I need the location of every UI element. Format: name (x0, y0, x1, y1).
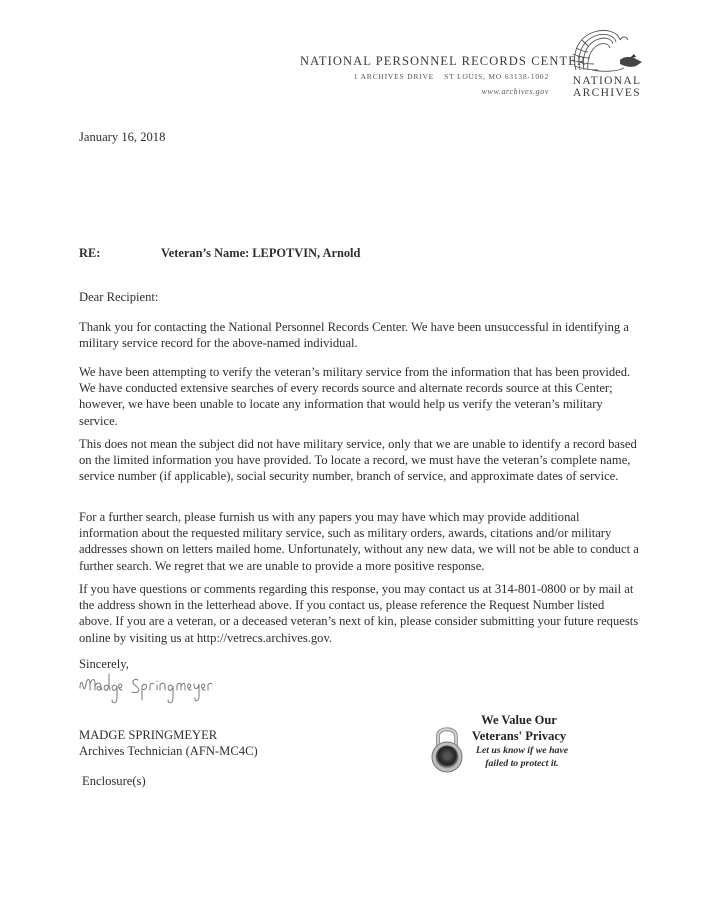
paragraph-5: If you have questions or comments regarding this response, you may contact us at 314-801-0800 or by mail at the address shown in the letterhead above. If you contact us, please reference the Request Number listed above. If you are a veteran, or a deceased veteran’s next of kin, please consider submitting your future requests online by visiting us at http://vetrecs.archives.gov. (79, 582, 639, 645)
closing: Sincerely, (79, 657, 129, 671)
privacy-subtitle-line1: Let us know if we have (475, 745, 569, 756)
signer-title: Archives Technician (AFN-MC4C) (79, 744, 258, 758)
privacy-title-line1: We Value Our (481, 713, 557, 727)
letterhead-address (354, 72, 549, 81)
letterhead-street: 1 ARCHIVES DRIVE (353, 72, 435, 81)
salutation: Dear Recipient: (79, 290, 159, 304)
paragraph-2: We have been attempting to verify the veteran’s military service from the information that has been provided. We have conducted extensive searches of every records source and alternate records source at this Center; however, we have been unable to locate any information that would help us verify the veteran’s military service. (79, 365, 631, 428)
logo-text-archives: ARCHIVES (573, 87, 641, 99)
paragraph-1: Thank you for contacting the National Personnel Records Center. We have been unsuccessful in identifying a military service record for the above-named individual. (79, 320, 629, 351)
eagle-wave-icon (568, 26, 648, 74)
privacy-title-line2: Veterans' Privacy (471, 729, 567, 743)
enclosure-note: Enclosure(s) (82, 774, 146, 788)
letter-date: January 16, 2018 (79, 130, 166, 144)
privacy-badge-title (450, 712, 588, 744)
privacy-subtitle-line2: failed to protect it. (485, 757, 559, 769)
signer-name: MADGE SPRINGMEYER (79, 728, 218, 742)
handwritten-signature (78, 668, 258, 708)
paragraph-3: This does not mean the subject did not have military service, only that we are unable to identify a record based on the limited information you have provided. To locate a record, we must have the veteran’s complete name, service number (if applicable), social security number, branch of service, and approximate dates of service. (79, 437, 637, 484)
logo-text-national: NATIONAL (572, 75, 642, 87)
letterhead-website: www.archives.gov (481, 87, 549, 96)
re-label: RE: (79, 246, 101, 260)
privacy-badge-subtitle (456, 745, 588, 770)
veteran-name: Veteran’s Name: LEPOTVIN, Arnold (161, 246, 361, 260)
paragraph-4: For a further search, please furnish us with any papers you may have which may provide additional information about the requested military service, such as military orders, awards, citations and/or military addresses shown on letters mailed home. Unfortunately, without any new data, we will not be able to conduct a further search. We regret that we are unable to provide a more positive response. (79, 510, 639, 573)
letterhead-city: ST LOUIS, MO 63138-1002 (444, 72, 549, 81)
national-archives-wordmark (567, 75, 647, 99)
letterhead-organization: NATIONAL PERSONNEL RECORDS CENTER (300, 54, 587, 68)
